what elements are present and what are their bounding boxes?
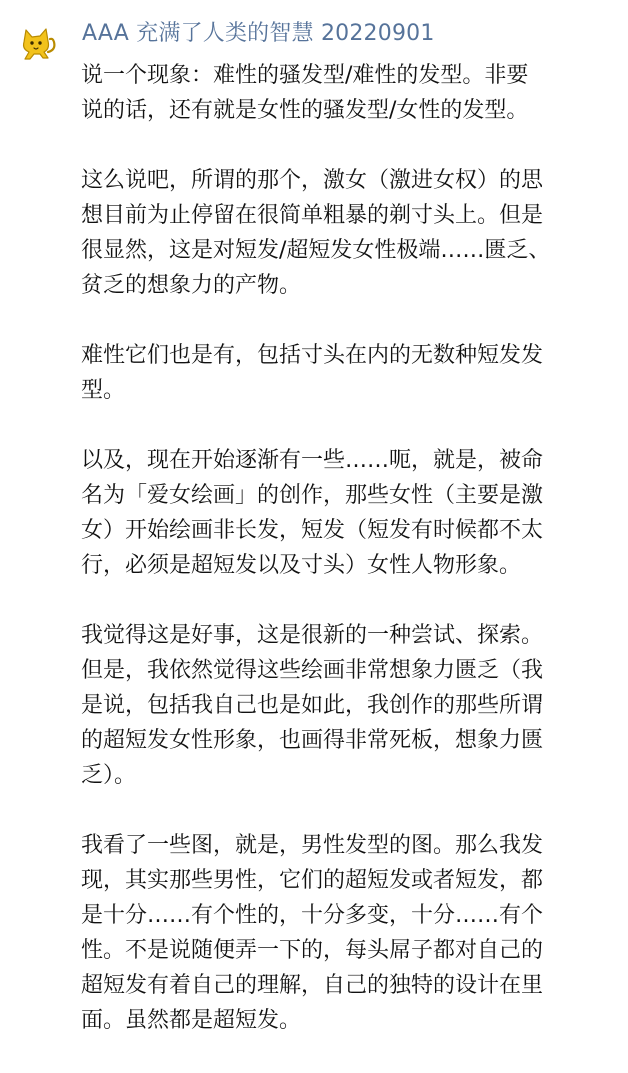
text-line: 是说，包括我自己也是如此，我创作的那些所谓 — [81, 693, 544, 718]
message-body — [81, 58, 619, 1073]
text-line: 说的话，还有就是女性的骚发型/女性的发型。 — [81, 98, 529, 123]
text-line: 这么说吧，所谓的那个，激女（激进女权）的思 — [81, 168, 544, 193]
paragraph — [81, 828, 619, 1038]
paragraph — [81, 618, 619, 793]
text-line: 现，其实那些男性，它们的超短发或者短发，都 — [81, 868, 544, 893]
paragraph — [81, 163, 619, 303]
paragraph — [81, 443, 619, 583]
text-line: 但是，我依然觉得这些绘画非常想象力匮乏（我 — [81, 658, 544, 683]
paragraph — [81, 58, 619, 128]
text-line: 以及，现在开始逐渐有一些……呃，就是，被命 — [81, 448, 544, 473]
text-line: 难性它们也是有，包括寸头在内的无数种短发发 — [81, 343, 544, 368]
text-line: 的超短发女性形象，也画得非常死板，想象力匮 — [81, 728, 544, 753]
text-line: 面。虽然都是超短发。 — [81, 1008, 302, 1033]
text-line: 想目前为止停留在很简单粗暴的剃寸头上。但是 — [81, 203, 544, 228]
text-line: 贫乏的想象力的产物。 — [81, 273, 302, 298]
text-line: 是十分……有个性的，十分多变，十分……有个 — [81, 903, 544, 928]
sender-name[interactable]: AAA 充满了人类的智慧 20220901 — [82, 21, 435, 46]
text-line: 超短发有着自己的理解，自己的独特的设计在里 — [81, 973, 544, 998]
text-line: 型。 — [81, 378, 126, 403]
text-line: 性。不是说随便弄一下的，每头屌子都对自己的 — [81, 938, 544, 963]
text-line: 说一个现象：难性的骚发型/难性的发型。非要 — [81, 63, 529, 88]
cat-icon — [18, 22, 60, 64]
text-line: 我觉得这是好事，这是很新的一种尝试、探索。 — [81, 623, 544, 648]
text-line: 行，必须是超短发以及寸头）女性人物形象。 — [81, 553, 522, 578]
text-line: 乏）。 — [81, 763, 137, 788]
text-line: 女）开始绘画非长发，短发（短发有时候都不太 — [81, 518, 544, 543]
paragraph — [81, 338, 619, 408]
text-line: 我看了一些图，就是，男性发型的图。那么我发 — [81, 833, 544, 858]
text-line: 很显然，这是对短发/超短发女性极端……匮乏、 — [81, 238, 551, 263]
avatar[interactable] — [18, 22, 60, 64]
text-line: 名为「爱女绘画」的创作，那些女性（主要是激 — [81, 483, 544, 508]
